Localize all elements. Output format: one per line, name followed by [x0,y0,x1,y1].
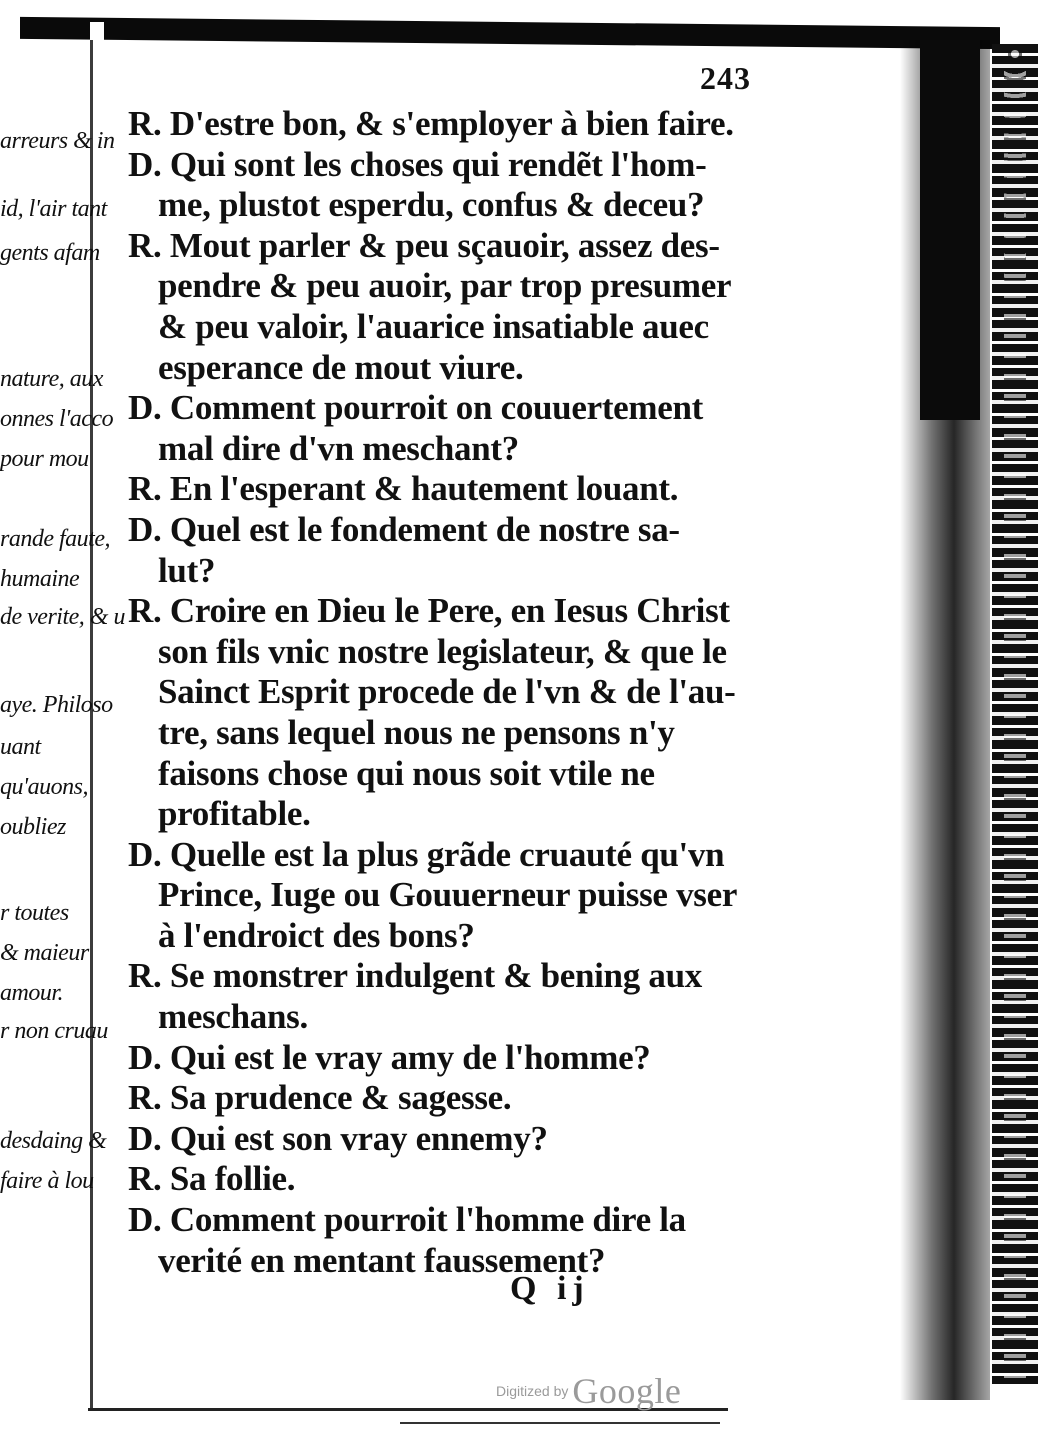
margin-fragment: pour mou [0,446,89,472]
margin-fragment: uant [0,734,41,760]
text-line: Prince, Iuge ou Gouuerneur puisse vser [158,875,738,915]
margin-fragment: r non cruau [0,1018,108,1044]
decorative-border-ornament [1004,44,1026,1384]
text-line: R. Mout parler & peu sçauoir, assez des- [128,225,720,265]
margin-fragment: id, l'air tant [0,196,107,222]
margin-fragment: onnes l'acco [0,406,114,432]
text-line: D. Qui est son vray ennemy? [128,1118,548,1158]
text-line: D. Qui sont les choses qui rendẽt l'hom- [128,144,707,184]
text-line: tre, sans lequel nous ne pensons n'y [158,712,675,752]
text-line: esperance de mout viure. [158,347,524,387]
margin-fragment: r toutes [0,900,69,926]
text-line: verité en mentant faussement? [158,1240,606,1280]
text-line: lut? [158,550,216,590]
margin-fragment: arreurs & in [0,128,115,154]
text-line: mal dire d'vn meschant? [158,428,519,468]
page-top-edge-shadow [20,17,1000,49]
margin-fragment: qu'auons, [0,774,88,800]
text-line: R. En l'esperant & hautement louant. [128,469,679,509]
digitization-watermark [496,1370,681,1412]
text-line: à l'endroict des bons? [158,915,475,955]
margin-fragment: desdaing & [0,1128,107,1154]
text-line: D. Comment pourroit l'homme dire la [128,1200,686,1240]
margin-fragment: aye. Philoso [0,692,113,718]
text-line: R. Sa follie. [128,1159,296,1199]
text-line: R. Se monstrer indulgent & bening aux [128,956,702,996]
text-line: D. Qui est le vray amy de l'homme? [128,1037,651,1077]
text-line: D. Comment pourroit on couuertement [128,388,704,428]
text-line: pendre & peu auoir, par trop presumer [158,266,732,306]
watermark-brand: Google [572,1371,682,1411]
text-line: R. Croire en Dieu le Pere, en Iesus Christ [128,591,730,631]
text-line: R. Sa prudence & sagesse. [128,1078,512,1118]
margin-fragment: nature, aux [0,366,103,392]
page-number: 243 [700,60,751,96]
page-right-dark-patch [920,40,980,420]
margin-fragment: gents afam [0,240,100,266]
text-line: & peu valoir, l'auarice insatiable auec [158,306,709,346]
text-line: faisons chose qui nous soit vtile ne [158,753,655,793]
text-line: me, plustot esperdu, confus & deceu? [158,185,705,225]
body-text [128,104,768,1281]
text-line: D. Quel est le fondement de nostre sa- [128,509,680,549]
margin-fragment: oubliez [0,814,66,840]
signature-mark: Q ij [510,1270,590,1307]
text-line: profitable. [158,794,311,834]
margin-fragment: rande faute, [0,526,110,552]
margin-fragment: humaine [0,566,80,592]
text-line: D. Quelle est la plus grãde cruauté qu'vn [128,834,725,874]
watermark-prefix: Digitized by [496,1383,569,1399]
margin-fragment: faire à lou [0,1168,94,1194]
margin-fragment: amour. [0,980,64,1006]
text-line: son fils vnic nostre legislateur, & que le [158,631,727,671]
margin-fragment: de verite, & u [0,604,125,630]
previous-page-margin-bleed [0,0,125,1300]
text-line: meschans. [158,997,308,1037]
page-bottom-edge-line-secondary [400,1422,720,1424]
text-line: R. D'estre bon, & s'employer à bien faire. [128,104,734,143]
text-line: Sainct Esprit procede de l'vn & de l'au- [158,672,736,712]
margin-fragment: & maieur [0,940,89,966]
